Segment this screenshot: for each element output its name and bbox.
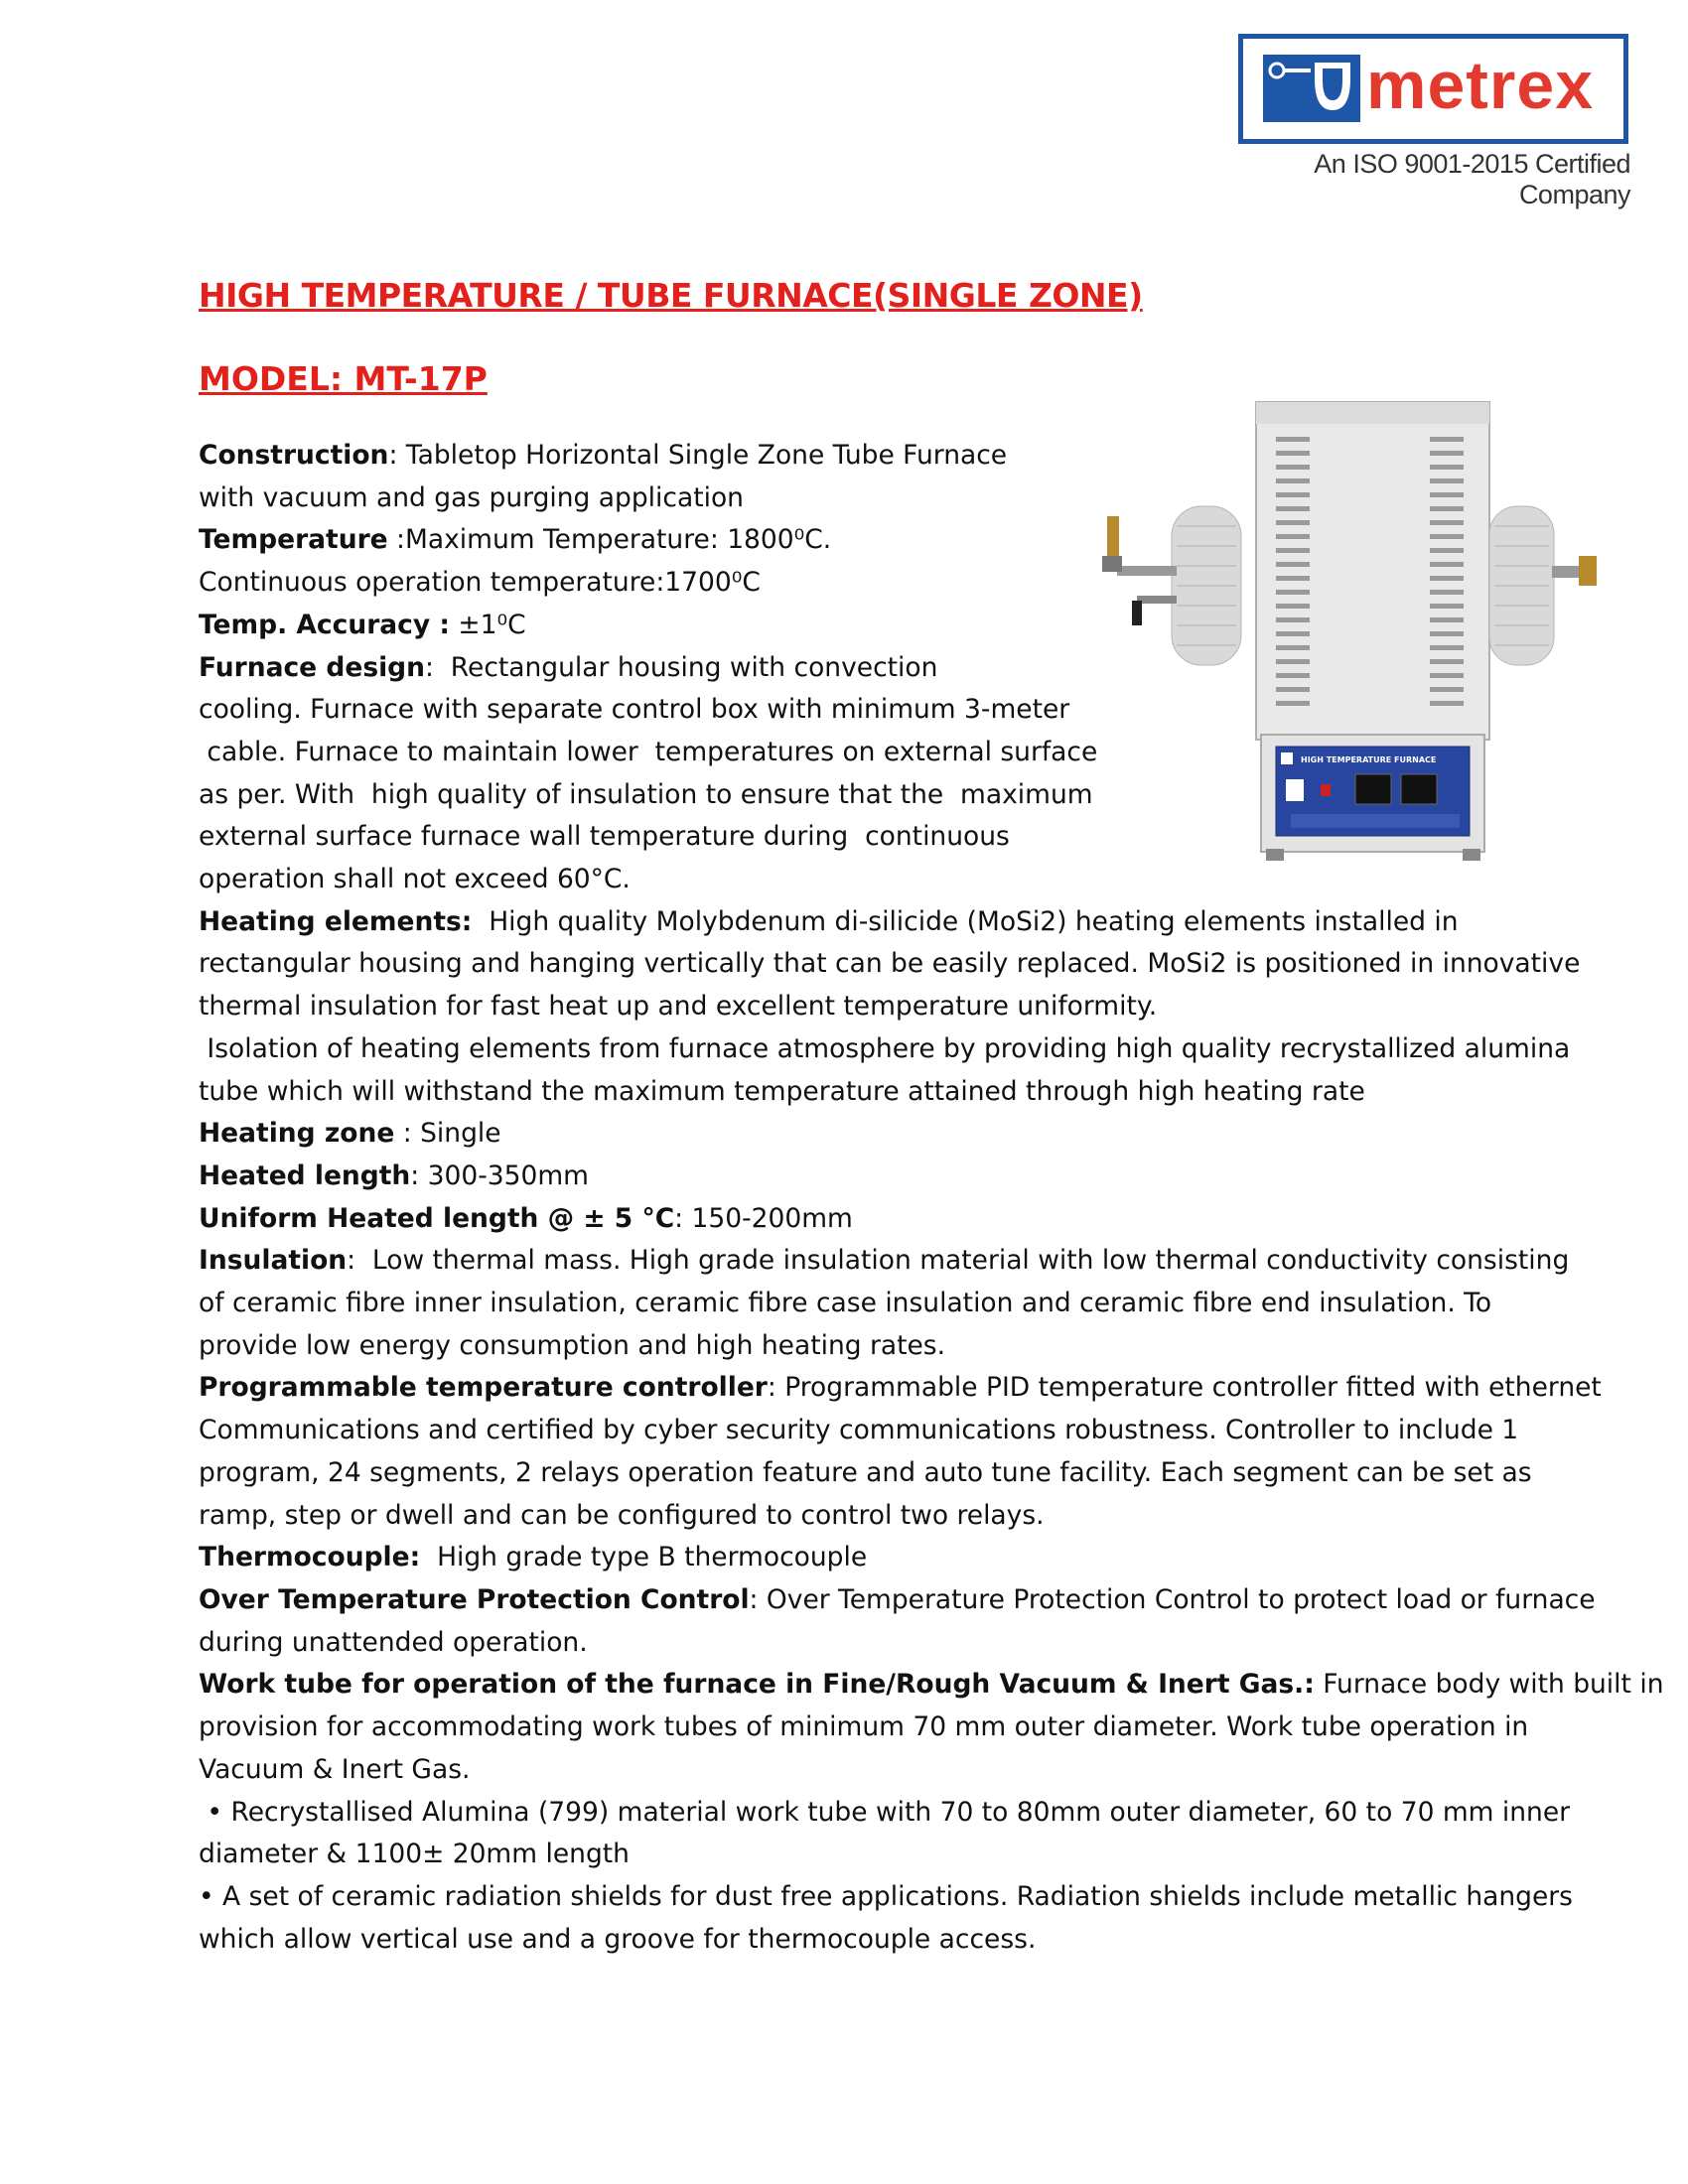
spec-value: external surface furnace wall temperature during continuous: [199, 821, 1010, 853]
spec-label: Heating elements:: [199, 905, 473, 937]
spec-label: Thermocouple:: [199, 1542, 421, 1573]
spec-line: [199, 774, 1499, 817]
spec-line: [199, 1664, 1664, 1706]
spec-value: Continuous operation temperature:1700⁰C: [199, 567, 761, 599]
spec-label: Insulation: [199, 1245, 348, 1277]
spec-label: Heating zone: [199, 1118, 395, 1150]
spec-value: High quality Molybdenum di-silicide (MoSi2) heating elements installed in: [472, 905, 1459, 937]
spec-line: [199, 1028, 1571, 1071]
spec-label: Uniform Heated length @ ± 5 °C: [199, 1202, 675, 1234]
spec-line: [199, 1706, 1529, 1749]
spec-line: [199, 859, 1499, 901]
spec-label: Temp. Accuracy :: [199, 609, 450, 640]
spec-value: Isolation of heating elements from furnace atmosphere by providing high quality recrystallized alumina: [199, 1032, 1571, 1064]
logo-mark-icon: [1263, 55, 1360, 122]
spec-value: High grade type B thermocouple: [420, 1542, 868, 1573]
spec-value: :Maximum Temperature: 1800⁰C.: [387, 524, 832, 556]
spec-value: • Recrystallised Alumina (799) material work tube with 70 to 80mm outer diameter, 60 to 70 mm inner: [199, 1796, 1571, 1828]
spec-value: cable. Furnace to maintain lower temperatures on external surface: [199, 736, 1098, 767]
spec-line: [199, 519, 1499, 562]
spec-value: ±1⁰C: [449, 609, 526, 640]
spec-line: [199, 1240, 1570, 1283]
spec-line: [199, 1071, 1499, 1114]
spec-value: as per. With high quality of insulation to ensure that the maximum: [199, 778, 1093, 810]
spec-line: [199, 732, 1499, 774]
spec-value: with vacuum and gas purging application: [199, 481, 744, 513]
spec-line: [199, 1452, 1532, 1495]
spec-line: [199, 1834, 1499, 1876]
spec-line: [199, 816, 1499, 859]
spec-line: [199, 943, 1581, 986]
spec-value: rectangular housing and hanging vertically that can be easily replaced. MoSi2 is positioned in innovative: [199, 948, 1581, 980]
spec-label: Heated length: [199, 1160, 411, 1191]
spec-value: : Single: [394, 1118, 501, 1150]
model-heading: MODEL: MT-17P: [199, 359, 488, 398]
spec-line: [199, 478, 1499, 520]
spec-line: [199, 562, 1499, 605]
spec-label: Programmable temperature controller: [199, 1372, 768, 1404]
spec-value: diameter & 1100± 20mm length: [199, 1839, 630, 1870]
specification-text: [199, 435, 1664, 1961]
spec-line: [199, 1749, 1499, 1792]
spec-line: [199, 689, 1499, 732]
spec-value: cooling. Furnace with separate control box with minimum 3-meter: [199, 694, 1070, 726]
spec-value: : 150-200mm: [674, 1202, 853, 1234]
spec-value: : Programmable PID temperature controller fitted with ethernet: [767, 1372, 1602, 1404]
spec-value: : Rectangular housing with convection: [425, 651, 938, 683]
spec-label: Over Temperature Protection Control: [199, 1583, 750, 1615]
spec-line: [199, 1919, 1499, 1962]
spec-line: [199, 1198, 1499, 1241]
spec-line: [199, 1792, 1571, 1835]
spec-label: Work tube for operation of the furnace in Fine/Rough Vacuum & Inert Gas.:: [199, 1669, 1315, 1701]
document-title: HIGH TEMPERATURE / TUBE FURNACE(SINGLE ZONE): [199, 276, 1143, 315]
logo-wordmark: metrex: [1366, 48, 1595, 123]
spec-label: Construction: [199, 440, 389, 471]
spec-line: [199, 1579, 1596, 1622]
spec-label: Temperature: [199, 524, 388, 556]
spec-line: [199, 605, 1499, 647]
company-logo: [1238, 34, 1628, 144]
spec-line: [199, 1113, 1499, 1156]
spec-line: [199, 435, 1499, 478]
spec-line: [199, 901, 1499, 944]
spec-value: Vacuum & Inert Gas.: [199, 1753, 471, 1785]
spec-value: during unattended operation.: [199, 1626, 588, 1658]
spec-value: thermal insulation for fast heat up and excellent temperature uniformity.: [199, 991, 1158, 1023]
spec-value: which allow vertical use and a groove for thermocouple access.: [199, 1923, 1037, 1955]
spec-line: [199, 1410, 1519, 1452]
spec-value: : Tabletop Horizontal Single Zone Tube Furnace: [388, 440, 1008, 471]
spec-line: [199, 1283, 1499, 1325]
spec-value: : 300-350mm: [410, 1160, 589, 1191]
spec-value: provision for accommodating work tubes of minimum 70 mm outer diameter. Work tube operation in: [199, 1711, 1529, 1743]
spec-line: [199, 1537, 1499, 1579]
spec-value: tube which will withstand the maximum temperature attained through high heating rate: [199, 1075, 1365, 1107]
spec-line: [199, 1325, 1499, 1368]
spec-line: [199, 986, 1499, 1028]
spec-line: [199, 647, 1499, 690]
spec-value: provide low energy consumption and high heating rates.: [199, 1329, 946, 1361]
spec-value: : Over Temperature Protection Control to protect load or furnace: [749, 1583, 1596, 1615]
spec-line: [199, 1367, 1602, 1410]
spec-label: Furnace design: [199, 651, 426, 683]
spec-value: ramp, step or dwell and can be configured to control two relays.: [199, 1499, 1045, 1531]
spec-line: [199, 1495, 1499, 1538]
spec-value: : Low thermal mass. High grade insulation material with low thermal conductivity consisting: [347, 1245, 1570, 1277]
spec-line: [199, 1876, 1573, 1919]
spec-value: operation shall not exceed 60°C.: [199, 864, 631, 895]
spec-value: program, 24 segments, 2 relays operation feature and auto tune facility. Each segment can be set as: [199, 1456, 1532, 1488]
spec-value: Furnace body with built in: [1314, 1669, 1664, 1701]
panel-label: HIGH TEMPERATURE FURNACE: [1301, 755, 1437, 764]
spec-line: [199, 1156, 1499, 1198]
company-tagline: An ISO 9001-2015 Certified Company: [1314, 149, 1630, 209]
spec-value: • A set of ceramic radiation shields for dust free applications. Radiation shields include metallic hangers: [199, 1880, 1573, 1912]
spec-value: of ceramic fibre inner insulation, ceramic fibre case insulation and ceramic fibre end insulation. To: [199, 1288, 1492, 1319]
spec-value: Communications and certified by cyber security communications robustness. Controller to include 1: [199, 1415, 1519, 1446]
spec-line: [199, 1622, 1499, 1665]
